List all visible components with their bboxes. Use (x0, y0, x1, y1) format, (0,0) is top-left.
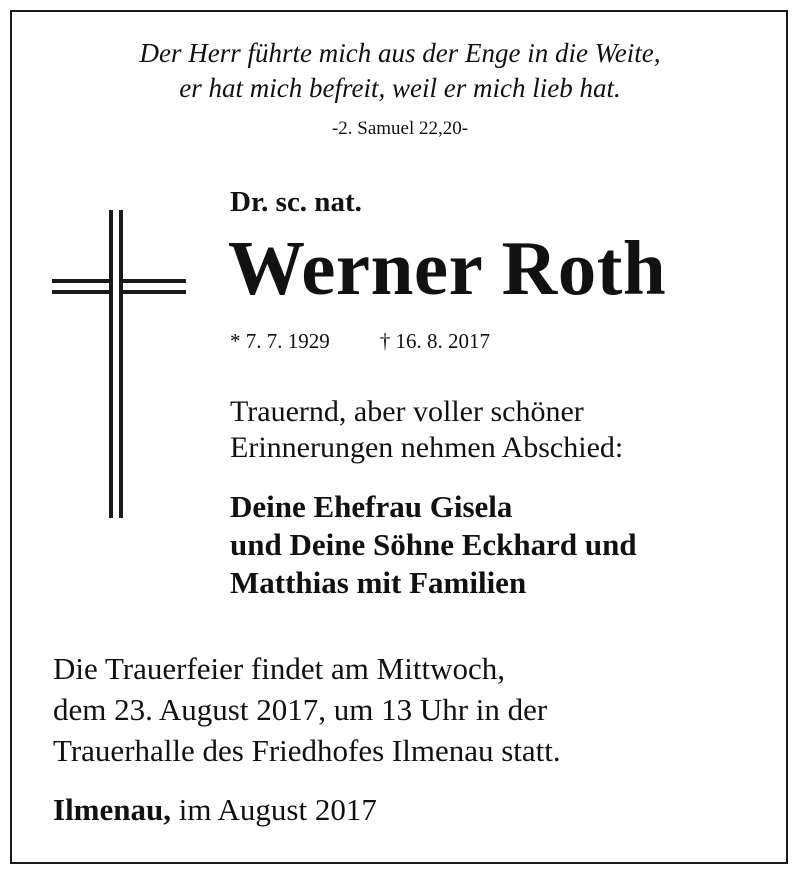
death-date: † 16. 8. 2017 (379, 329, 490, 353)
intro-line-1: Trauernd, aber voller schöner (230, 395, 584, 428)
verse-reference: -2. Samuel 22,20- (331, 118, 469, 139)
intro-line-2: Erinnerungen nehmen Abschied: (230, 431, 624, 464)
birth-date: * 7. 7. 1929 (230, 329, 330, 353)
mourners-line-3: Matthias mit Familien (230, 565, 527, 600)
academic-title: Dr. sc. nat. (230, 186, 362, 218)
mourners-list (230, 488, 637, 602)
double-line-cross-icon (52, 210, 188, 520)
service-line-3: Trauerhalle des Friedhofes Ilmenau statt. (53, 733, 561, 768)
place-and-date (53, 792, 377, 828)
life-dates (230, 329, 490, 354)
service-line-2: dem 23. August 2017, um 13 Uhr in der (53, 692, 548, 727)
place-date: im August 2017 (178, 792, 377, 827)
farewell-intro (230, 394, 623, 466)
mourners-line-1: Deine Ehefrau Gisela (230, 489, 513, 524)
place-city: Ilmenau, (53, 792, 171, 827)
verse-line-1: Der Herr führte mich aus der Enge in die Weite, (139, 38, 661, 68)
service-line-1: Die Trauerfeier findet am Mittwoch, (53, 651, 505, 686)
funeral-service-notice (53, 648, 561, 771)
deceased-name: Werner Roth (228, 225, 667, 311)
verse-line-2: er hat mich befreit, weil er mich lieb hat. (179, 73, 621, 103)
mourners-line-2: und Deine Söhne Eckhard und (230, 527, 637, 562)
